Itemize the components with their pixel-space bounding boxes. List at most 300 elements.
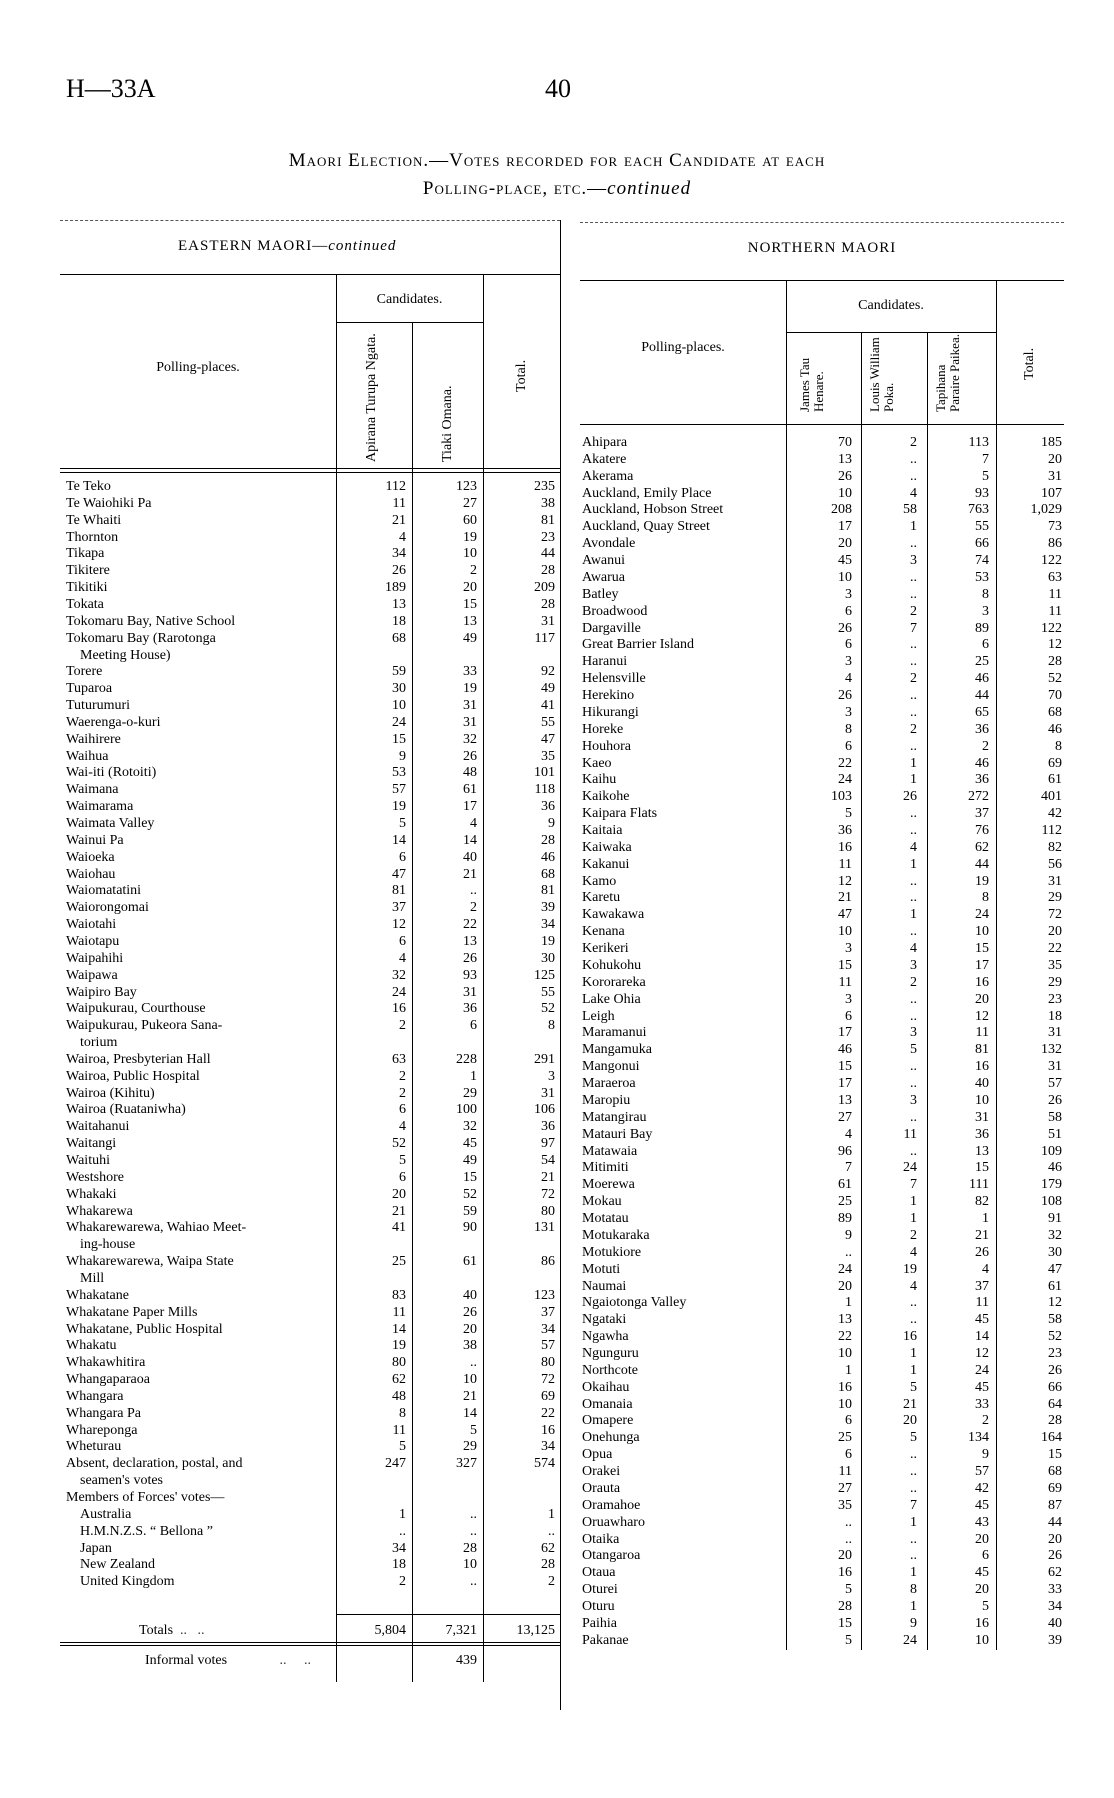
right-row-value-t: 401 [1041, 789, 1062, 805]
right-row-value-c: 24 [975, 1362, 989, 1378]
right-row-value-c: 20 [975, 1582, 989, 1598]
right-row-value-a: 5 [845, 1632, 852, 1648]
right-row-value-b: .. [910, 1312, 917, 1328]
right-row-value-b: 24 [903, 1160, 917, 1176]
right-row-value-a: 4 [845, 1126, 852, 1142]
right-row-value-c: 74 [975, 553, 989, 569]
right-row-place: Pakanae [582, 1632, 629, 1648]
right-row-value-c: 11 [975, 1025, 989, 1041]
left-row-value-b: 31 [463, 714, 477, 730]
right-row-value-b: .. [910, 1464, 917, 1480]
right-row-value-c: 2 [982, 738, 989, 754]
left-row-value-b: 327 [456, 1456, 477, 1472]
left-row-value-b: 33 [463, 664, 477, 680]
left-row-value-t: 28 [541, 832, 555, 848]
right-row-value-b: 26 [903, 789, 917, 805]
left-row-value-b: 100 [456, 1102, 477, 1118]
right-row-value-c: 53 [975, 569, 989, 585]
left-row-place: Westshore [66, 1169, 124, 1185]
left-row-value-t: 38 [541, 495, 555, 511]
right-row-value-b: 4 [910, 941, 917, 957]
right-row-value-a: 45 [838, 553, 852, 569]
right-row-value-c: 21 [975, 1227, 989, 1243]
right-row-value-c: 5 [982, 468, 989, 484]
right-row-value-a: 25 [838, 1430, 852, 1446]
right-row-value-b: 4 [910, 1244, 917, 1260]
right-row-value-t: 20 [1048, 1531, 1062, 1547]
left-row-place: Waimarama [66, 799, 134, 815]
right-row-value-c: 10 [975, 1092, 989, 1108]
right-row-place: Matauri Bay [582, 1126, 653, 1142]
right-row-place: Paihia [582, 1615, 617, 1631]
left-row-value-t: 72 [541, 1372, 555, 1388]
left-row-value-t: 49 [541, 681, 555, 697]
left-row-place: Waipukurau, Pukeora Sana- [66, 1018, 223, 1034]
right-row-value-c: 272 [968, 789, 989, 805]
right-row-value-c: 19 [975, 873, 989, 889]
right-row-value-b: .. [910, 1447, 917, 1463]
right-row-value-c: 37 [975, 806, 989, 822]
left-row-value-a: 1 [399, 1506, 406, 1522]
left-row-value-t: 34 [541, 1321, 555, 1337]
right-row-place: Naumai [582, 1278, 627, 1294]
right-row-place: Mangonui [582, 1059, 640, 1075]
right-row-value-t: 31 [1048, 1025, 1062, 1041]
right-row-value-b: .. [910, 738, 917, 754]
right-row-value-a: 47 [838, 907, 852, 923]
left-row-value-b: 60 [463, 512, 477, 528]
right-row-value-t: 69 [1048, 755, 1062, 771]
right-row-value-b: 1 [910, 1362, 917, 1378]
right-row-value-t: 32 [1048, 1227, 1062, 1243]
left-row-value-t: 23 [541, 529, 555, 545]
left-row-place: Waipawa [66, 967, 118, 983]
right-row-place: Akatere [582, 451, 627, 467]
left-row-value-a: 24 [392, 984, 406, 1000]
right-row-value-b: .. [910, 1548, 917, 1564]
right-row-value-b: .. [910, 451, 917, 467]
right-row-value-b: 1 [910, 519, 917, 535]
right-row-value-a: 10 [838, 1345, 852, 1361]
right-row-place: Omanaia [582, 1396, 633, 1412]
left-row-value-a: 6 [399, 933, 406, 949]
left-row-value-t: 28 [541, 596, 555, 612]
right-row-value-a: 16 [838, 839, 852, 855]
left-row-value-a: 59 [392, 664, 406, 680]
right-row-value-t: 63 [1048, 569, 1062, 585]
left-row-value-b: 90 [463, 1220, 477, 1236]
right-row-value-b: 2 [910, 1227, 917, 1243]
right-row-place: Helensville [582, 671, 646, 687]
left-row-value-a: 18 [392, 613, 406, 629]
right-row-value-c: 9 [982, 1447, 989, 1463]
left-row-value-b: 10 [463, 546, 477, 562]
left-row-place: Waiomatatini [66, 883, 142, 899]
right-row-value-b: .. [910, 536, 917, 552]
left-row-value-a: 19 [392, 799, 406, 815]
right-row-value-a: 27 [838, 1480, 852, 1496]
left-row-value-t: 41 [541, 698, 555, 714]
left-row-place: Whakatane [66, 1287, 129, 1303]
left-total-all: 13,125 [516, 1623, 555, 1638]
right-row-value-t: 108 [1041, 1194, 1062, 1210]
left-row-value-t: 16 [541, 1422, 555, 1438]
left-row-place: Torere [66, 664, 103, 680]
right-row-value-a: 16 [838, 1565, 852, 1581]
left-row-place: Wairoa (Ruataniwha) [66, 1102, 186, 1118]
left-row-place: Whakawhitira [66, 1355, 146, 1371]
left-row-value-a: 26 [392, 563, 406, 579]
right-row-value-t: 31 [1048, 468, 1062, 484]
left-candidates-header: Candidates. [376, 292, 443, 307]
right-row-value-a: 6 [845, 603, 852, 619]
right-row-value-c: 6 [982, 637, 989, 653]
left-row-value-t: 291 [534, 1051, 555, 1067]
right-row-value-a: 22 [838, 755, 852, 771]
right-row-place: Kaitaia [582, 823, 623, 838]
right-row-place: Matangirau [582, 1109, 647, 1125]
right-row-value-c: 57 [975, 1464, 989, 1480]
left-row-place: Waiotapu [66, 933, 120, 949]
right-row-value-a: 10 [838, 485, 852, 501]
right-row-value-c: 16 [975, 974, 989, 990]
right-row-value-t: 29 [1048, 974, 1062, 990]
right-row-value-t: 20 [1048, 451, 1062, 467]
left-row-value-t: 55 [541, 984, 555, 1000]
right-row-value-t: 22 [1048, 941, 1062, 957]
right-row-value-c: 36 [975, 1126, 989, 1142]
right-row-value-c: 1 [982, 1211, 989, 1227]
left-row-value-t: 72 [541, 1186, 555, 1202]
right-row-value-a: 10 [838, 1396, 852, 1412]
right-row-value-t: 112 [1041, 823, 1062, 838]
right-row-value-b: .. [910, 991, 917, 1007]
right-row-value-b: 1 [910, 856, 917, 872]
left-row-value-a: 57 [392, 782, 406, 798]
left-col1-header: Apirana Turupa Ngata. [364, 333, 379, 462]
right-row-value-a: 208 [831, 502, 852, 518]
left-row-value-t: 80 [541, 1355, 555, 1371]
right-row-value-a: 28 [838, 1599, 852, 1615]
right-row-value-b: 4 [910, 1278, 917, 1294]
right-row-place: Motukaraka [582, 1227, 650, 1243]
left-row-value-b: 29 [463, 1439, 477, 1455]
left-row-value-a: 30 [392, 681, 406, 697]
left-row-value-t: 54 [541, 1153, 555, 1168]
right-row-value-c: 46 [975, 671, 989, 687]
left-row-place: Whakatane Paper Mills [66, 1304, 198, 1320]
right-row-value-t: 11 [1048, 586, 1062, 602]
left-row-value-b: 40 [463, 849, 477, 865]
right-row-value-b: .. [910, 924, 917, 940]
left-row-value-t: 101 [534, 765, 555, 781]
right-row-place: Ngaiotonga Valley [582, 1295, 687, 1311]
right-row-place: Kohukohu [582, 957, 642, 973]
right-row-value-b: 9 [910, 1615, 917, 1631]
left-row-value-a: 14 [392, 832, 406, 848]
left-row-value-b: 14 [463, 1405, 477, 1421]
left-row-place: Wainui Pa [66, 832, 124, 848]
right-row-place: Matawaia [582, 1143, 638, 1159]
left-row-value-b: 32 [463, 731, 477, 747]
right-row-value-a: 6 [845, 738, 852, 754]
left-row-value-a: 5 [399, 1439, 406, 1455]
left-row-place: Whakatu [66, 1338, 117, 1354]
right-row-place: Kenana [582, 924, 625, 940]
left-row-value-a: 83 [392, 1287, 406, 1303]
right-row-value-a: 36 [838, 823, 852, 838]
left-row-value-b: 26 [463, 1304, 477, 1320]
right-row-value-b: .. [910, 704, 917, 720]
left-row-value-a: 47 [392, 866, 406, 882]
left-row-place: Tokata [66, 596, 104, 612]
right-row-value-b: 1 [910, 1565, 917, 1581]
right-row-value-b: 24 [903, 1632, 917, 1648]
right-row-value-b: 21 [903, 1396, 917, 1412]
left-row-place: Whangara [66, 1388, 124, 1404]
right-row-value-b: .. [910, 806, 917, 822]
right-row-value-b: .. [910, 654, 917, 670]
left-row-place: Tikapa [66, 546, 105, 562]
right-row-value-b: 3 [910, 1025, 917, 1041]
left-polling-header: Polling-places. [156, 360, 240, 375]
left-row-place: Waipiro Bay [66, 984, 137, 1000]
right-row-value-a: 103 [831, 789, 852, 805]
right-row-value-a: 11 [838, 856, 852, 872]
left-row-value-t: 81 [541, 883, 555, 899]
right-row-place: Mangamuka [582, 1042, 652, 1058]
left-row-value-a: 32 [392, 967, 406, 983]
right-row-value-t: 122 [1041, 620, 1062, 636]
left-row-value-a: 13 [392, 596, 406, 612]
right-row-value-b: 1 [910, 1211, 917, 1227]
left-row-value-b: 32 [463, 1119, 477, 1135]
left-row-value-t: 36 [541, 799, 555, 815]
left-row-place: Australia [80, 1506, 132, 1522]
right-row-value-b: 1 [910, 907, 917, 923]
left-row-value-a [336, 1236, 406, 1253]
left-row-value-t: 62 [541, 1540, 555, 1556]
left-row-place: Waihua [66, 748, 109, 764]
left-section-title [178, 238, 396, 255]
left-row-value-t: 97 [541, 1136, 555, 1152]
right-row-value-b: 3 [910, 1092, 917, 1108]
right-row-value-t: 82 [1048, 839, 1062, 855]
left-row-place: Waioeka [66, 849, 115, 865]
left-row-value-b: 61 [463, 1254, 477, 1270]
right-row-value-b: .. [910, 890, 917, 906]
right-row-value-b: 5 [910, 1430, 917, 1446]
right-row-place: Oturei [582, 1582, 618, 1598]
left-row-value-b [412, 1270, 477, 1287]
left-row-value-b: .. [470, 1355, 477, 1371]
left-row-value-t: 47 [541, 731, 555, 747]
left-row-value-a: 24 [392, 714, 406, 730]
left-row-value-a: 21 [392, 1203, 406, 1219]
right-row-value-t: 51 [1048, 1126, 1062, 1142]
right-row-value-t: 70 [1048, 688, 1062, 704]
right-row-value-b: 7 [910, 620, 917, 636]
right-row-value-t: 73 [1048, 519, 1062, 535]
right-row-value-b: .. [910, 1143, 917, 1159]
right-col1-header: James Tau Henare. [797, 357, 826, 412]
left-row-place: Japan [80, 1540, 112, 1556]
right-row-place: Moerewa [582, 1177, 635, 1193]
right-total-header: Total. [1022, 347, 1037, 380]
left-row-value-a: 63 [392, 1051, 406, 1067]
right-row-value-c: 82 [975, 1194, 989, 1210]
right-row-place: Karetu [582, 890, 621, 906]
right-row-value-c: 36 [975, 772, 989, 788]
left-row-place: Whareponga [66, 1422, 138, 1438]
right-row-value-b: 58 [903, 502, 917, 518]
right-row-place: Kaipara Flats [582, 806, 658, 822]
right-row-value-a: 8 [845, 721, 852, 737]
left-row-place: Waimata Valley [66, 816, 155, 831]
right-row-value-b: .. [910, 468, 917, 484]
left-row-value-a: 53 [392, 765, 406, 781]
left-row-value-b: 45 [463, 1136, 477, 1152]
informal-votes-value: 439 [456, 1653, 477, 1668]
left-row-value-a: 2 [399, 1018, 406, 1034]
right-row-place: Oturu [582, 1599, 615, 1615]
right-row-value-t: 42 [1048, 806, 1062, 822]
right-row-value-b: .. [910, 569, 917, 585]
right-row-value-a: 12 [838, 873, 852, 889]
right-row-value-t: 12 [1048, 637, 1062, 653]
left-row-value-a: 21 [392, 512, 406, 528]
right-row-value-t: 57 [1048, 1076, 1062, 1092]
right-row-value-a: 5 [845, 806, 852, 822]
right-row-value-t: 87 [1048, 1497, 1062, 1513]
left-row-value-b: 21 [463, 866, 477, 882]
right-row-place: Kaikohe [582, 789, 630, 805]
right-row-value-c: 16 [975, 1059, 989, 1075]
right-row-value-c: 89 [975, 620, 989, 636]
left-row-place: Wai-iti (Rotoiti) [66, 765, 157, 781]
right-row-value-a: 17 [838, 1076, 852, 1092]
right-row-value-t: 31 [1048, 873, 1062, 889]
right-row-value-c: 8 [982, 586, 989, 602]
left-row-value-b: 49 [463, 630, 477, 646]
right-row-value-b: .. [910, 1480, 917, 1496]
right-row-value-c: 7 [982, 451, 989, 467]
left-row-value-t: 106 [534, 1102, 555, 1118]
left-row-value-b: 17 [463, 799, 477, 815]
left-row-place: H.M.N.Z.S. “ Bellona ” [80, 1523, 213, 1539]
right-row-place: Kamo [582, 873, 617, 889]
right-row-value-b: 4 [910, 485, 917, 501]
totals-label-text: Totals [139, 1623, 174, 1638]
right-row-value-a: 3 [845, 586, 852, 602]
left-row-value-a: 18 [392, 1557, 406, 1573]
right-row-value-c: 763 [968, 502, 989, 518]
informal-votes-label: Informal votes .. .. [145, 1653, 312, 1668]
left-row-value-a: 15 [392, 731, 406, 747]
right-row-value-b: .. [910, 1076, 917, 1092]
left-row-value-b: 31 [463, 698, 477, 714]
right-row-place: Awarua [582, 569, 626, 585]
left-row-value-a: 20 [392, 1186, 406, 1202]
left-row-value-t [483, 1472, 555, 1489]
right-row-place: Ngunguru [582, 1345, 639, 1361]
right-row-place: Ngawha [582, 1329, 629, 1345]
left-row-value-b: 38 [463, 1338, 477, 1354]
right-row-value-c: 33 [975, 1396, 989, 1412]
left-row-place: Thornton [66, 529, 119, 545]
right-row-place: Auckland, Quay Street [582, 519, 710, 535]
right-row-value-a: 10 [838, 569, 852, 585]
right-row-value-c: 93 [975, 485, 989, 501]
left-row-value-a: 2 [399, 1068, 406, 1084]
left-row-value-b: 49 [463, 1153, 477, 1168]
right-row-value-b: 2 [910, 603, 917, 619]
left-row-value-t: 92 [541, 664, 555, 680]
right-row-value-t: 69 [1048, 1480, 1062, 1496]
right-row-place: Orakei [582, 1464, 621, 1480]
right-col3-header: Tapihana Paraire Paikea. [933, 334, 962, 412]
right-row-value-t: 68 [1048, 1464, 1062, 1480]
right-row-value-t: 35 [1048, 957, 1062, 973]
right-row-value-t: 47 [1048, 1261, 1062, 1277]
right-row-value-c: 44 [975, 688, 989, 704]
left-row-value-t: 69 [541, 1388, 555, 1404]
left-row-value-t: 28 [541, 1557, 555, 1573]
right-row-value-t: 33 [1048, 1582, 1062, 1598]
left-row-value-t: .. [548, 1523, 555, 1539]
right-row-value-a: 6 [845, 1008, 852, 1024]
right-row-value-b: 3 [910, 553, 917, 569]
right-row-value-b: 11 [903, 1126, 917, 1142]
right-row-value-a: 16 [838, 1379, 852, 1395]
left-row-value-t [483, 1270, 555, 1287]
right-row-place: Kaiwaka [582, 839, 632, 855]
right-row-value-a: 1 [845, 1362, 852, 1378]
right-polling-header: Polling-places. [641, 340, 725, 355]
left-row-value-b [412, 1472, 477, 1489]
right-row-value-t: 46 [1048, 1160, 1062, 1176]
left-row-place: Te Waiohiki Pa [66, 495, 152, 511]
left-row-value-b: 20 [463, 580, 477, 596]
left-row-value-b: 13 [463, 933, 477, 949]
left-row-place: Tuparoa [66, 681, 113, 697]
right-row-value-a: 17 [838, 1025, 852, 1041]
left-total-col1: 5,804 [374, 1623, 406, 1638]
right-row-value-b: 19 [903, 1261, 917, 1277]
left-row-value-b: 15 [463, 1169, 477, 1185]
right-row-value-a: 6 [845, 1413, 852, 1429]
right-row-place: Kaihu [582, 772, 617, 788]
right-row-value-t: 52 [1048, 671, 1062, 687]
left-row-value-t: 81 [541, 512, 555, 528]
left-row-value-b [412, 1236, 477, 1253]
right-row-value-t: 72 [1048, 907, 1062, 923]
right-row-place: Kawakawa [582, 907, 645, 923]
left-row-place: Waitahanui [66, 1119, 130, 1135]
left-row-place: Whangaparaoa [66, 1372, 150, 1388]
right-row-value-a: 27 [838, 1109, 852, 1125]
left-row-value-b: 228 [456, 1051, 477, 1067]
right-row-place: Maramanui [582, 1025, 647, 1041]
right-row-value-a: 15 [838, 957, 852, 973]
left-row-value-t: 46 [541, 849, 555, 865]
left-row-place: Waerenga-o-kuri [66, 714, 161, 730]
right-row-value-a: 35 [838, 1497, 852, 1513]
right-row-place: Onehunga [582, 1430, 640, 1446]
left-row-value-a: 52 [392, 1136, 406, 1152]
left-row-place: ing-house [80, 1237, 136, 1253]
left-row-value-t: 30 [541, 950, 555, 966]
